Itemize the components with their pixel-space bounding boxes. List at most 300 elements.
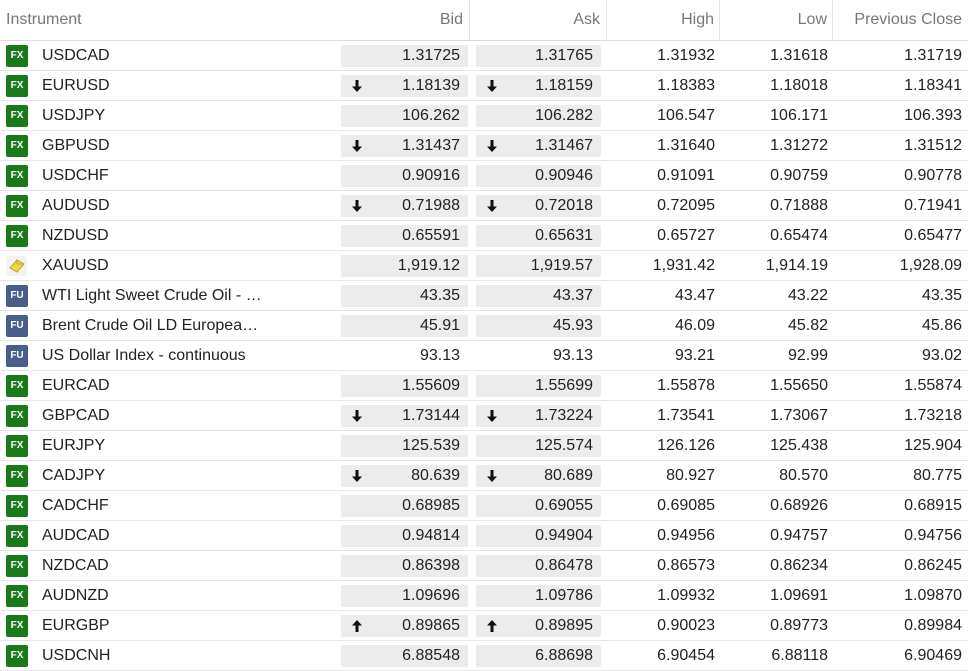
ask-cell (470, 341, 607, 370)
table-row[interactable] (0, 161, 968, 191)
instrument-name: NZDCAD (42, 556, 109, 574)
ask-value: 0.89895 (535, 616, 593, 634)
ask-button[interactable] (476, 405, 601, 427)
bid-value: 0.90916 (402, 166, 460, 184)
high-value: 80.927 (666, 466, 715, 484)
table-row[interactable] (0, 611, 968, 641)
blank-cell (297, 221, 337, 250)
arrow-placeholder (484, 108, 500, 124)
bid-button[interactable] (341, 615, 468, 637)
instrument-name: EURCAD (42, 376, 110, 394)
instrument-cell (0, 401, 297, 430)
blank-cell (297, 281, 337, 310)
bid-cell (337, 161, 470, 190)
ask-button[interactable] (476, 45, 601, 67)
bid-value: 1.55609 (402, 376, 460, 394)
ask-value: 93.13 (552, 346, 593, 364)
instrument-cell (0, 281, 297, 310)
bid-cell (337, 371, 470, 400)
header-row (0, 0, 968, 41)
bid-cell (337, 341, 470, 370)
arrow-placeholder (349, 528, 365, 544)
bid-value: 93.13 (419, 346, 460, 364)
table-row[interactable] (0, 311, 968, 341)
bid-cell (337, 311, 470, 340)
arrow-placeholder (484, 378, 500, 394)
bid-value: 0.94814 (402, 526, 460, 544)
bid-value: 6.88548 (402, 646, 460, 664)
ask-button[interactable] (476, 555, 601, 577)
arrow-down-icon (349, 138, 365, 154)
prev-close-value: 1,928.09 (899, 256, 962, 274)
bid-value: 106.262 (402, 106, 460, 124)
prev-close-value: 1.18341 (904, 76, 962, 94)
low-value: 1.31272 (770, 136, 828, 154)
blank-cell (297, 101, 337, 130)
blank-cell (297, 401, 337, 430)
fx-badge-icon: FX (6, 465, 28, 487)
high-value: 0.90023 (657, 616, 715, 634)
table-row[interactable] (0, 101, 968, 131)
table-row[interactable] (0, 431, 968, 461)
fx-badge-icon: FX (6, 405, 28, 427)
high-value: 0.65727 (657, 226, 715, 244)
high-value: 1.73541 (657, 406, 715, 424)
bid-button[interactable] (341, 75, 468, 97)
instrument-name: US Dollar Index - continuous (42, 346, 246, 364)
arrow-placeholder (484, 528, 500, 544)
high-value: 0.72095 (657, 196, 715, 214)
bid-cell (337, 131, 470, 160)
instrument-name: USDCAD (42, 46, 110, 64)
low-value: 80.570 (779, 466, 828, 484)
high-value: 1.31640 (657, 136, 715, 154)
arrow-placeholder (349, 228, 365, 244)
blank-cell (297, 191, 337, 220)
ask-value: 1.18159 (535, 76, 593, 94)
instrument-name: EURJPY (42, 436, 106, 454)
prev-close-value: 93.02 (921, 346, 962, 364)
table-row[interactable] (0, 461, 968, 491)
arrow-placeholder (484, 498, 500, 514)
instrument-cell (0, 131, 297, 160)
bid-value: 1.31725 (402, 46, 460, 64)
instrument-cell (0, 431, 297, 460)
prev-close-value: 1.09870 (904, 586, 962, 604)
bid-value: 1,919.12 (397, 256, 460, 274)
high-value: 106.547 (657, 106, 715, 124)
instrument-header[interactable]: Instrument (6, 11, 82, 28)
bid-button[interactable] (341, 225, 468, 247)
bid-cell (337, 461, 470, 490)
high-value: 1.09932 (657, 586, 715, 604)
instrument-cell (0, 461, 297, 490)
bid-value: 0.86398 (402, 556, 460, 574)
instrument-cell (0, 611, 297, 640)
bid-button[interactable] (341, 315, 468, 337)
prev-close-value: 1.73218 (904, 406, 962, 424)
ask-button[interactable] (476, 495, 601, 517)
low-value: 1.09691 (770, 586, 828, 604)
bid-value: 0.71988 (402, 196, 460, 214)
bid-value: 43.35 (419, 286, 460, 304)
instrument-cell (0, 251, 297, 280)
instrument-name: CADCHF (42, 496, 109, 514)
instrument-name: AUDUSD (42, 196, 110, 214)
high-header[interactable]: High (607, 0, 720, 40)
bid-cell (337, 581, 470, 610)
table-row[interactable] (0, 191, 968, 221)
prev-close-value: 0.90778 (904, 166, 962, 184)
bid-value: 1.31437 (402, 136, 460, 154)
arrow-down-icon (349, 468, 365, 484)
ask-cell (470, 551, 607, 580)
instrument-cell (0, 101, 297, 130)
prev-close-value: 0.89984 (904, 616, 962, 634)
instrument-cell (0, 641, 297, 670)
table-row[interactable] (0, 221, 968, 251)
ask-button[interactable] (476, 645, 601, 667)
instrument-name: WTI Light Sweet Crude Oil - … (42, 286, 262, 304)
high-value: 46.09 (674, 316, 715, 334)
blank-cell (297, 491, 337, 520)
fx-badge-icon: FX (6, 495, 28, 517)
ask-button[interactable] (476, 465, 601, 487)
fx-badge-icon: FX (6, 135, 28, 157)
instrument-name: USDJPY (42, 106, 106, 124)
bid-button[interactable] (341, 585, 468, 607)
high-value: 1.18383 (657, 76, 715, 94)
ask-button[interactable] (476, 255, 601, 277)
prev-close-value: 80.775 (913, 466, 962, 484)
fx-badge-icon: FX (6, 75, 28, 97)
ask-value: 6.88698 (535, 646, 593, 664)
table-row[interactable] (0, 41, 968, 71)
arrow-placeholder (484, 168, 500, 184)
bid-value: 0.89865 (402, 616, 460, 634)
ask-value: 0.86478 (535, 556, 593, 574)
low-value: 0.68926 (770, 496, 828, 514)
blank-header[interactable] (297, 0, 337, 40)
ask-cell (470, 401, 607, 430)
table-row[interactable] (0, 251, 968, 281)
instrument-name: NZDUSD (42, 226, 109, 244)
arrow-down-icon (349, 78, 365, 94)
bid-cell (337, 491, 470, 520)
arrow-placeholder (484, 438, 500, 454)
ask-button[interactable] (476, 525, 601, 547)
ask-cell (470, 581, 607, 610)
instrument-name: AUDNZD (42, 586, 109, 604)
bid-button[interactable] (341, 495, 468, 517)
ask-value: 1.73224 (535, 406, 593, 424)
ask-button[interactable] (476, 135, 601, 157)
blank-cell (297, 581, 337, 610)
arrow-placeholder (484, 588, 500, 604)
ask-value: 1.55699 (535, 376, 593, 394)
low-value: 0.94757 (770, 526, 828, 544)
low-value: 1,914.19 (765, 256, 828, 274)
prev-close-value: 125.904 (904, 436, 962, 454)
ask-button[interactable] (476, 435, 601, 457)
bid-button[interactable] (341, 285, 468, 307)
blank-cell (297, 431, 337, 460)
table-row[interactable] (0, 71, 968, 101)
ask-cell (470, 311, 607, 340)
bid-button[interactable] (341, 555, 468, 577)
prev-close-value: 1.31719 (904, 46, 962, 64)
ask-value: 80.689 (544, 466, 593, 484)
blank-cell (297, 371, 337, 400)
bid-value: 0.68985 (402, 496, 460, 514)
bid-cell (337, 281, 470, 310)
ask-cell (470, 221, 607, 250)
blank-cell (297, 251, 337, 280)
bid-value: 125.539 (402, 436, 460, 454)
instrument-name: CADJPY (42, 466, 106, 484)
futures-badge-icon: FU (6, 285, 28, 307)
instrument-cell (0, 311, 297, 340)
blank-cell (297, 641, 337, 670)
instrument-cell (0, 41, 297, 70)
low-value: 0.71888 (770, 196, 828, 214)
ask-cell (470, 641, 607, 670)
prev-close-value: 0.86245 (904, 556, 962, 574)
bid-cell (337, 611, 470, 640)
ask-value: 1.09786 (535, 586, 593, 604)
bid-value: 80.639 (411, 466, 460, 484)
high-value: 0.94956 (657, 526, 715, 544)
bid-value: 1.73144 (402, 406, 460, 424)
bid-button[interactable] (341, 645, 468, 667)
futures-badge-icon: FU (6, 315, 28, 337)
ask-value: 43.37 (552, 286, 593, 304)
high-value: 0.86573 (657, 556, 715, 574)
arrow-down-icon (349, 198, 365, 214)
low-value: 1.18018 (770, 76, 828, 94)
ask-cell (470, 191, 607, 220)
fx-badge-icon: FX (6, 195, 28, 217)
instrument-cell (0, 191, 297, 220)
ask-button[interactable] (476, 615, 601, 637)
arrow-placeholder (349, 648, 365, 664)
high-value: 43.47 (674, 286, 715, 304)
bid-value: 1.18139 (402, 76, 460, 94)
blank-cell (297, 611, 337, 640)
ask-button[interactable] (476, 75, 601, 97)
ask-cell (470, 461, 607, 490)
blank-cell (297, 161, 337, 190)
ask-value: 1.31467 (535, 136, 593, 154)
arrow-placeholder (349, 288, 365, 304)
low-value: 6.88118 (771, 646, 828, 664)
high-value: 0.69085 (657, 496, 715, 514)
low-value: 43.22 (787, 286, 828, 304)
low-value: 125.438 (770, 436, 828, 454)
ask-value: 1,919.57 (530, 256, 593, 274)
arrow-placeholder (349, 588, 365, 604)
bid-button[interactable] (341, 435, 468, 457)
table-row[interactable] (0, 521, 968, 551)
arrow-down-icon (484, 138, 500, 154)
blank-cell (297, 521, 337, 550)
table-row[interactable] (0, 131, 968, 161)
prev-close-value: 0.68915 (904, 496, 962, 514)
ask-cell (470, 101, 607, 130)
arrow-placeholder (349, 438, 365, 454)
instrument-cell (0, 521, 297, 550)
arrow-placeholder (484, 648, 500, 664)
instrument-cell (0, 221, 297, 250)
low-header[interactable]: Low (720, 0, 833, 40)
ask-button[interactable] (476, 285, 601, 307)
instrument-cell (0, 71, 297, 100)
fx-badge-icon: FX (6, 225, 28, 247)
arrow-up-icon (484, 618, 500, 634)
bid-button[interactable] (341, 375, 468, 397)
instrument-cell (0, 161, 297, 190)
bid-cell (337, 71, 470, 100)
instrument-cell (0, 341, 297, 370)
arrow-placeholder (349, 108, 365, 124)
fx-badge-icon: FX (6, 645, 28, 667)
prev-close-value: 0.65477 (904, 226, 962, 244)
ask-button[interactable] (476, 105, 601, 127)
blank-cell (297, 71, 337, 100)
low-value: 0.90759 (770, 166, 828, 184)
ask-cell (470, 71, 607, 100)
arrow-placeholder (349, 378, 365, 394)
bid-cell (337, 41, 470, 70)
blank-cell (297, 341, 337, 370)
instrument-name: AUDCAD (42, 526, 110, 544)
fx-badge-icon: FX (6, 555, 28, 577)
bid-button[interactable] (341, 165, 468, 187)
instrument-name: EURUSD (42, 76, 110, 94)
arrow-down-icon (484, 78, 500, 94)
ask-button[interactable] (476, 315, 601, 337)
blank-cell (297, 551, 337, 580)
prev-close-value: 43.35 (921, 286, 962, 304)
ask-cell (470, 611, 607, 640)
instrument-name: EURGBP (42, 616, 110, 634)
ask-button[interactable] (476, 195, 601, 217)
ask-cell (470, 161, 607, 190)
instrument-name: USDCHF (42, 166, 109, 184)
arrow-down-icon (349, 408, 365, 424)
bid-button[interactable] (341, 255, 468, 277)
prev-close-value: 1.31512 (904, 136, 962, 154)
bid-cell (337, 251, 470, 280)
bid-cell (337, 401, 470, 430)
table-row[interactable] (0, 641, 968, 671)
high-value: 1.55878 (657, 376, 715, 394)
bid-cell (337, 191, 470, 220)
bid-button[interactable] (341, 405, 468, 427)
table-row[interactable] (0, 491, 968, 521)
ask-value: 125.574 (535, 436, 593, 454)
ask-button[interactable] (476, 165, 601, 187)
low-value: 1.31618 (770, 46, 828, 64)
ask-cell (470, 521, 607, 550)
ask-value: 45.93 (552, 316, 593, 334)
bid-button[interactable] (341, 135, 468, 157)
arrow-down-icon (484, 408, 500, 424)
arrow-down-icon (484, 468, 500, 484)
instrument-cell (0, 581, 297, 610)
bid-value: 45.91 (419, 316, 460, 334)
high-value: 1.31932 (657, 46, 715, 64)
prev-close-header[interactable]: Previous Close (854, 11, 962, 28)
arrow-down-icon (484, 198, 500, 214)
arrow-up-icon (349, 618, 365, 634)
arrow-placeholder (349, 168, 365, 184)
fx-badge-icon: FX (6, 525, 28, 547)
rows-container (0, 41, 968, 671)
prev-close-value: 106.393 (904, 106, 962, 124)
bid-value: 0.65591 (402, 226, 460, 244)
instrument-name: GBPCAD (42, 406, 110, 424)
bid-cell (337, 431, 470, 460)
high-value: 93.21 (674, 346, 715, 364)
bid-button[interactable] (341, 195, 468, 217)
prev-close-value: 0.94756 (904, 526, 962, 544)
ask-button[interactable] (476, 375, 601, 397)
table-row[interactable] (0, 551, 968, 581)
bid-button[interactable] (341, 105, 468, 127)
bid-button[interactable] (341, 465, 468, 487)
ask-button[interactable] (476, 225, 601, 247)
instrument-name: XAUUSD (42, 256, 109, 274)
ask-cell (470, 251, 607, 280)
arrow-placeholder (349, 558, 365, 574)
table-row[interactable] (0, 281, 968, 311)
low-value: 92.99 (787, 346, 828, 364)
ask-button[interactable] (476, 585, 601, 607)
arrow-placeholder (349, 258, 365, 274)
high-value: 1,931.42 (652, 256, 715, 274)
ask-cell (470, 371, 607, 400)
arrow-placeholder (484, 288, 500, 304)
table-row[interactable] (0, 401, 968, 431)
high-value: 6.90454 (657, 646, 715, 664)
ask-header[interactable]: Ask (470, 0, 607, 40)
table-row[interactable] (0, 371, 968, 401)
ask-cell (470, 491, 607, 520)
high-value: 126.126 (657, 436, 715, 454)
low-value: 1.73067 (770, 406, 828, 424)
ask-value: 1.31765 (535, 46, 593, 64)
table-row[interactable] (0, 341, 968, 371)
low-value: 0.86234 (770, 556, 828, 574)
gold-bar-icon (6, 255, 28, 277)
fx-badge-icon: FX (6, 45, 28, 67)
arrow-placeholder (349, 498, 365, 514)
instrument-name: Brent Crude Oil LD Europea… (42, 316, 259, 334)
ask-value: 0.72018 (535, 196, 593, 214)
arrow-placeholder (349, 48, 365, 64)
table-row[interactable] (0, 581, 968, 611)
instrument-name: GBPUSD (42, 136, 110, 154)
blank-cell (297, 311, 337, 340)
bid-button[interactable] (341, 525, 468, 547)
arrow-placeholder (484, 258, 500, 274)
bid-cell (337, 221, 470, 250)
bid-header[interactable]: Bid (337, 0, 470, 40)
arrow-placeholder (349, 318, 365, 334)
prev-close-value: 6.90469 (904, 646, 962, 664)
bid-button[interactable] (341, 45, 468, 67)
